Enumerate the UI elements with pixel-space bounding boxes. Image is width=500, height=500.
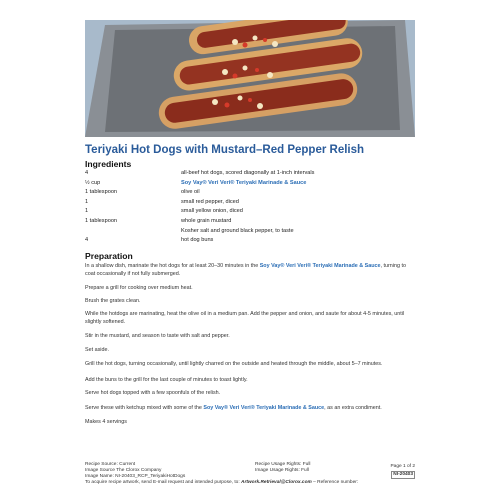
ingredient-row <box>85 169 415 179</box>
ingredient-quantity: 4 <box>85 237 89 244</box>
ingredient-quantity <box>85 227 181 237</box>
ingredient-row <box>85 227 415 237</box>
preparation-step: In a shallow dish, marinate the hot dogs for at least 20–30 minutes in the Soy Vay® Veri Veri® Teriyaki Marinade & Sauce, turning to coat occasionally if not fully submerged. <box>85 263 406 277</box>
ingredients-heading: Ingredients <box>85 159 132 169</box>
preparation-step: Serve these with ketchup mixed with some of the Soy Vay® Veri Veri® Teriyaki Marinade & Sauce, as an extra condiment. <box>85 405 382 411</box>
ingredient-item: Kosher salt and ground black pepper, to taste <box>181 227 294 234</box>
preparation-step: Grill the hot dogs, turning occasionally, until lightly charred on the outside and heated through the middle, about 5–7 minutes. <box>85 361 383 367</box>
preparation-step: Serve hot dogs topped with a few spoonfuls of the relish. <box>85 390 221 396</box>
ingredient-item: small red pepper, diced <box>181 198 239 205</box>
ingredient-row <box>85 198 415 208</box>
recipe-source: Recipe Source: Current <box>85 462 136 467</box>
product-link[interactable]: Soy Vay® Veri Veri® Teriyaki Marinade & Sauce <box>259 263 381 269</box>
ingredient-quantity: 4 <box>85 170 89 176</box>
ingredient-quantity: ½ cup <box>85 179 101 186</box>
ingredient-product-link[interactable]: Soy Vay® Veri Veri® Teriyaki Marinade & Sauce <box>181 179 307 186</box>
preparation-step: Prepare a grill for cooking over medium heat. <box>85 285 193 291</box>
preparation-step: Makes 4 servings <box>85 419 127 425</box>
ingredient-quantity: 1 <box>85 198 89 205</box>
preparation-step: Add the buns to the grill for the last couple of minutes to toast lightly. <box>85 377 248 383</box>
ingredient-quantity: 1 <box>85 208 89 215</box>
page-info <box>390 464 415 479</box>
acquire-artwork-text: To acquire recipe artwork, send E-mail request and intended purpose, to: Artwork.Retrieval@Clorox.com – Reference number: <box>85 480 359 486</box>
image-name: Image Name: NI-20403_RCP_TeriyakiHotDogs <box>85 474 186 480</box>
ingredient-quantity: 1 tablespoon <box>85 189 118 196</box>
recipe-title: Teriyaki Hot Dogs with Mustard–Red Pepper Relish <box>85 144 365 156</box>
preparation-step: Brush the grates clean. <box>85 298 141 304</box>
preparation-heading: Preparation <box>85 251 133 261</box>
reference-code: NI-20403 <box>391 471 415 479</box>
ingredient-row <box>85 207 415 217</box>
ingredient-quantity: 1 tablespoon <box>85 217 118 224</box>
ingredient-item: olive oil <box>181 189 200 196</box>
ingredient-item: small yellow onion, diced <box>181 208 243 215</box>
ingredient-row <box>85 188 415 198</box>
preparation-step: Stir in the mustard, and season to taste with salt and pepper. <box>85 333 230 339</box>
ingredients-list <box>85 169 415 246</box>
hero-photo-hot-dogs <box>85 20 415 137</box>
recipe-usage-rights: Recipe Usage Rights: Full <box>255 462 311 467</box>
ingredient-row <box>85 236 415 246</box>
ingredient-item: whole grain mustard <box>181 217 232 224</box>
page-number: Page 1 of 2 <box>390 464 415 469</box>
product-link[interactable]: Soy Vay® Veri Veri® Teriyaki Marinade & Sauce <box>203 405 325 411</box>
ingredient-row <box>85 179 415 189</box>
preparation-step: While the hotdogs are marinating, heat the olive oil in a medium pan. Add the pepper and onion, and saute for about 4-5 minutes, until slightly softened. <box>85 311 405 325</box>
artwork-email-link[interactable]: Artwork.Retrieval@Clorox.com <box>241 480 312 486</box>
preparation-step: Set aside. <box>85 347 109 353</box>
image-source: Image Source The Clorox Company <box>85 468 162 474</box>
ingredient-item: all-beef hot dogs, scored diagonally at 1-inch intervals <box>181 170 315 176</box>
ingredient-item: hot dog buns <box>181 237 214 244</box>
image-usage-rights: Image Usage Rights: Full <box>255 468 309 474</box>
ingredient-row <box>85 217 415 227</box>
